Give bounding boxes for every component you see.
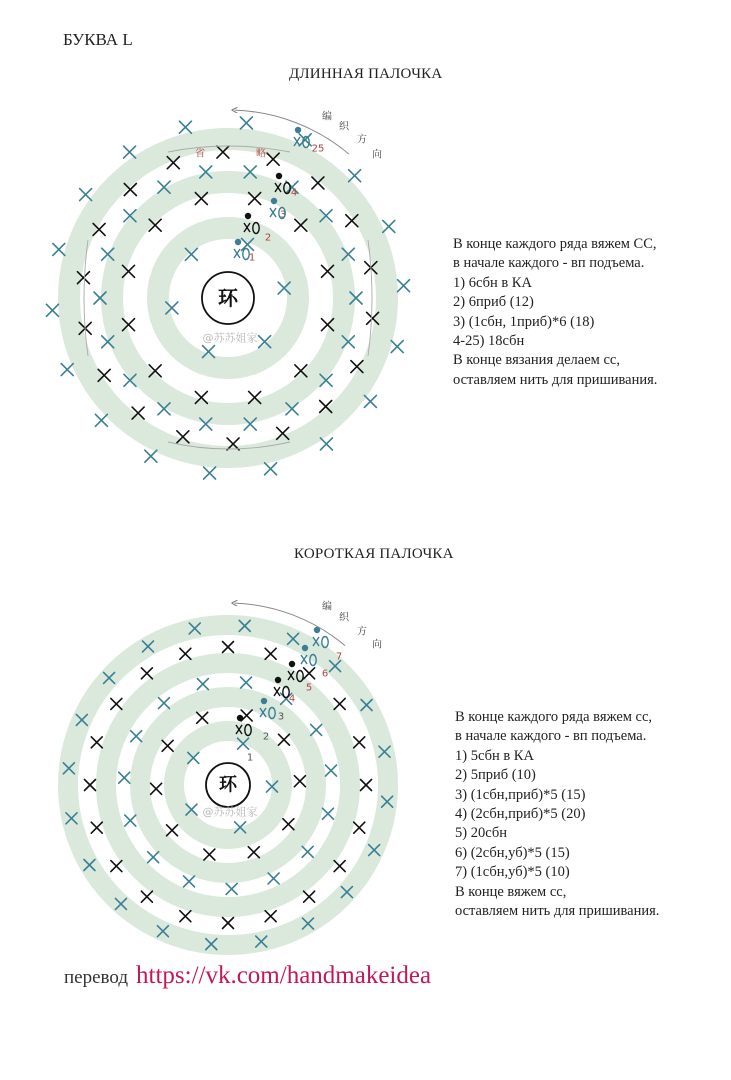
sc-stitch-icon	[325, 765, 336, 776]
row-number: 4	[288, 693, 296, 705]
row-number: 2	[264, 232, 272, 244]
sc-stitch-icon	[95, 414, 107, 426]
sc-stitch-icon	[334, 698, 345, 709]
sc-stitch-icon	[204, 467, 216, 479]
sc-stitch-icon	[184, 876, 195, 887]
instruction-line: 7) (1сбн,уб)*5 (10)	[455, 864, 570, 881]
row-number: 3	[277, 711, 285, 723]
sc-stitch-icon	[180, 648, 191, 659]
instruction-line: В конце каждого ряда вяжем СС,	[453, 236, 657, 252]
instruction-line: 1) 6сбн в КА	[453, 274, 532, 291]
sc-stitch-icon	[265, 648, 276, 659]
instruction-line: 1) 5сбн в КА	[455, 747, 534, 764]
instruction-line: 3) (1сбн, 1приб)*6 (18)	[453, 313, 595, 330]
sc-stitch-icon	[197, 712, 208, 723]
sc-stitch-icon	[354, 822, 365, 833]
row-number: 7	[335, 651, 343, 663]
sc-stitch-icon	[334, 861, 345, 872]
section-title-short: КОРОТКАЯ ПАЛОЧКА	[294, 546, 454, 562]
sc-stitch-icon	[179, 121, 191, 133]
watermark: @苏苏姐家	[202, 805, 258, 819]
sc-stitch-icon	[391, 341, 403, 353]
watermark: @苏苏姐家	[202, 331, 258, 345]
sc-stitch-icon	[131, 731, 142, 742]
slip-stitch-icon	[261, 698, 267, 704]
sc-stitch-icon	[223, 642, 234, 653]
sc-stitch-icon	[364, 395, 376, 407]
sc-stitch-icon	[145, 450, 157, 462]
slip-stitch-icon	[295, 127, 301, 133]
sc-stitch-icon	[304, 891, 315, 902]
direction-label-char: 织	[339, 121, 349, 133]
slip-stitch-icon	[276, 173, 282, 179]
slip-stitch-icon	[271, 198, 277, 204]
footer	[64, 962, 431, 990]
sc-stitch-icon	[268, 873, 279, 884]
sc-stitch-icon	[248, 847, 259, 858]
direction-label-char: 向	[372, 149, 382, 161]
sc-stitch-icon	[361, 780, 372, 791]
sc-stitch-icon	[111, 861, 122, 872]
instruction-line: 5) 20сбн	[455, 825, 507, 842]
sc-stitch-icon	[265, 911, 276, 922]
slip-stitch-icon	[289, 661, 295, 667]
magic-ring-label: 环	[219, 774, 237, 796]
sc-stitch-icon	[398, 280, 410, 292]
slip-stitch-icon	[235, 239, 241, 245]
sc-stitch-icon	[204, 849, 215, 860]
sc-stitch-icon	[349, 170, 361, 182]
direction-label-char: 编	[322, 601, 332, 613]
slip-stitch-icon	[275, 677, 281, 683]
section-title-long: ДЛИННАЯ ПАЛОЧКА	[289, 66, 443, 82]
sc-stitch-icon	[383, 220, 395, 232]
instruction-line: 2) 5приб (10)	[455, 767, 536, 784]
sc-stitch-icon	[180, 911, 191, 922]
sc-stitch-icon	[322, 808, 333, 819]
sc-stitch-icon	[294, 776, 305, 787]
instruction-line: 3) (1сбн,приб)*5 (15)	[455, 786, 586, 803]
instruction-line: В конце вязания делаем сс,	[453, 352, 620, 369]
instruction-line: В конце каждого ряда вяжем сс,	[455, 709, 653, 725]
sc-stitch-icon	[61, 364, 73, 376]
sc-stitch-icon	[311, 724, 322, 735]
sc-stitch-icon	[162, 740, 173, 751]
sc-stitch-icon	[91, 822, 102, 833]
row-number: 1	[246, 752, 254, 764]
direction-label-char: 织	[339, 612, 349, 624]
omitted-rows-label-char: 略	[256, 148, 266, 160]
slip-stitch-icon	[245, 213, 251, 219]
sc-stitch-icon	[148, 852, 159, 863]
sc-stitch-icon	[141, 891, 152, 902]
direction-label-char: 方	[357, 626, 367, 638]
slip-stitch-icon	[302, 645, 308, 651]
sc-stitch-icon	[53, 243, 65, 255]
instruction-line: в начале каждого - вп подъема.	[453, 255, 645, 272]
sc-stitch-icon	[197, 679, 208, 690]
sc-stitch-icon	[91, 737, 102, 748]
sc-stitch-icon	[283, 819, 294, 830]
sc-stitch-icon	[241, 677, 252, 688]
sc-stitch-icon	[304, 668, 315, 679]
instructions-short	[455, 708, 659, 921]
row-number: 25	[311, 143, 325, 155]
instruction-line: оставляем нить для пришивания.	[455, 903, 660, 920]
sc-stitch-icon	[354, 737, 365, 748]
instructions-long	[453, 235, 657, 390]
instruction-line: 6) (2сбн,уб)*5 (15)	[455, 844, 570, 861]
slip-stitch-icon	[237, 715, 243, 721]
diagram-short	[63, 600, 392, 950]
omitted-rows-label-char: 省	[195, 148, 205, 160]
sc-stitch-icon	[226, 883, 237, 894]
diagram-long	[46, 110, 409, 480]
sc-stitch-icon	[85, 780, 96, 791]
sc-stitch-icon	[141, 668, 152, 679]
direction-label-char: 向	[372, 639, 382, 651]
direction-label-char: 方	[357, 134, 367, 146]
row-number: 1	[248, 252, 256, 264]
sc-stitch-icon	[320, 438, 332, 450]
sc-stitch-icon	[80, 189, 92, 201]
sc-stitch-icon	[278, 734, 289, 745]
instruction-line: оставляем нить для пришивания.	[453, 371, 658, 388]
sc-stitch-icon	[151, 783, 162, 794]
row-number: 2	[262, 731, 270, 743]
sc-stitch-icon	[158, 698, 169, 709]
instruction-line: 2) 6приб (12)	[453, 294, 534, 311]
sc-stitch-icon	[119, 772, 130, 783]
footer-label: перевод	[64, 967, 128, 988]
sc-stitch-icon	[125, 815, 136, 826]
instruction-line: 4-25) 18сбн	[453, 333, 525, 350]
row-number: 4	[290, 187, 298, 199]
sc-stitch-icon	[223, 918, 234, 929]
sc-stitch-icon	[124, 146, 136, 158]
instruction-line: в начале каждого - вп подъема.	[455, 728, 647, 745]
magic-ring-label: 环	[218, 286, 238, 310]
row-number: 6	[321, 668, 329, 680]
sc-stitch-icon	[302, 846, 313, 857]
page-title: БУКВА L	[63, 30, 133, 49]
sc-stitch-icon	[265, 463, 277, 475]
sc-stitch-icon	[46, 304, 58, 316]
sc-stitch-icon	[167, 825, 178, 836]
sc-stitch-icon	[240, 117, 252, 129]
translation-link[interactable]: https://vk.com/handmakeidea	[136, 962, 432, 989]
instruction-line: 4) (2сбн,приб)*5 (20)	[455, 806, 586, 823]
row-number: 5	[305, 682, 313, 694]
row-number: 3	[279, 209, 287, 221]
direction-label-char: 编	[322, 111, 332, 123]
sc-stitch-icon	[111, 698, 122, 709]
instruction-line: В конце вяжем сс,	[455, 883, 567, 900]
